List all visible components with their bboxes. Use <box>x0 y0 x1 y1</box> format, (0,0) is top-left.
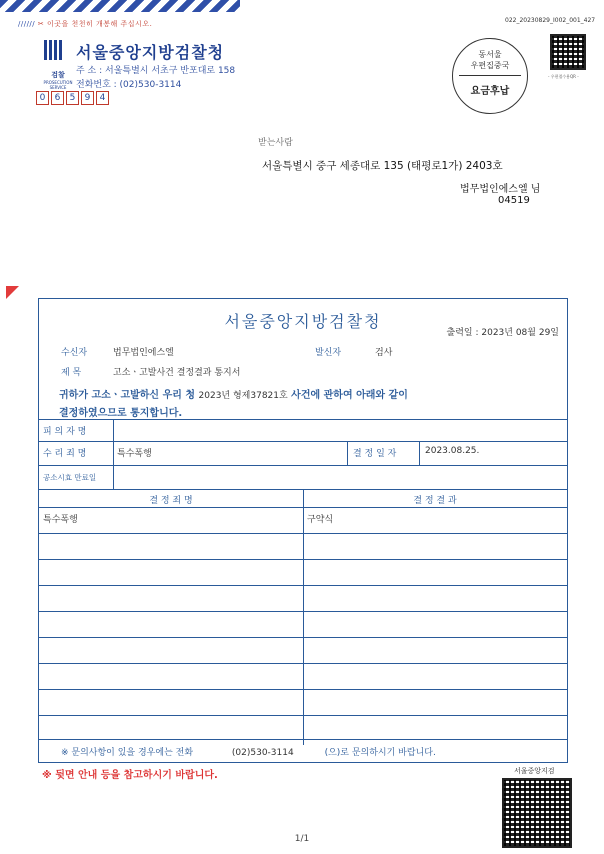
table-row-divider <box>39 689 567 690</box>
qr-code-icon <box>550 34 586 70</box>
sender-tel: 전화번호 : (02)530-3114 <box>76 80 182 90</box>
table-row-divider <box>39 637 567 638</box>
charge-value: 특수폭행 <box>117 449 152 459</box>
recipient-address: 서울특별시 중구 세종대로 135 (태평로1가) 2403호 <box>262 160 503 172</box>
scissors-icon: ✂ <box>37 20 45 28</box>
table-row-divider <box>39 559 567 560</box>
table-row-divider <box>39 533 567 534</box>
decision-date-value: 2023.08.25. <box>425 446 480 456</box>
recipient-name: 법무법인에스엘 님 <box>460 184 541 195</box>
sender-field-label: 발신자 <box>315 348 342 358</box>
table-row-divider <box>39 611 567 612</box>
logo-caption: 검찰 PROSECUTION SERVICE <box>43 71 73 90</box>
table-row-divider <box>39 715 567 716</box>
sender-zip: 0 6 5 9 4 <box>36 91 111 105</box>
page-number: 1/1 <box>294 834 310 844</box>
qr-caption: - 우편접수용QR - <box>548 74 579 79</box>
subject-value: 고소ㆍ고발사건 결정결과 통지서 <box>113 368 241 378</box>
print-date: 출력일 : 2023년 08월 29일 <box>446 328 559 338</box>
envelope-stripe <box>0 0 240 12</box>
sender-org: 서울중앙지방검찰청 <box>76 43 225 62</box>
seal-caption: 서울중앙지검 <box>514 767 555 775</box>
footer-note: ※ 문의사항이 있을 경우에는 전화 (02)530-3114 (으)로 문의하시기 바랍니다. <box>61 748 436 758</box>
recipient-field-value: 법무법인에스엘 <box>113 348 174 358</box>
subject-label: 제 목 <box>61 368 82 378</box>
col-crime-header: 결 정 죄 명 <box>149 496 193 506</box>
limit-label: 공소시효 만료일 <box>43 473 97 482</box>
col-result-header: 결 정 결 과 <box>413 496 457 506</box>
postage-stamp: 동서울 우편집중국 요금후납 <box>452 38 528 114</box>
table-row-divider <box>39 663 567 664</box>
form-title: 서울중앙지방검찰청 <box>224 312 382 331</box>
suspect-label: 피 의 자 명 <box>43 427 87 437</box>
decision-date-label: 결 정 일 자 <box>353 449 397 459</box>
row-crime: 특수폭행 <box>43 515 78 525</box>
notice-text: 귀하가 고소ㆍ고발하신 우리 청 2023년 형제37821호 사건에 관하여 아래와 같이 결정하였으므로 통지합니다. <box>59 390 408 419</box>
recipient-field-label: 수신자 <box>61 348 88 358</box>
recipient-zip: 04519 <box>498 195 530 206</box>
row-result: 구약식 <box>307 515 334 525</box>
doc-id: 022_20230829_I002_001_427 <box>505 17 596 24</box>
charge-label: 수 리 죄 명 <box>43 449 87 459</box>
notice-form <box>38 298 568 763</box>
tear-notice: ////// ✂ 이곳을 천천히 개봉해 주십시오. <box>18 20 153 28</box>
sender-address: 주 소 : 서울특별시 서초구 반포대로 158 <box>76 66 236 76</box>
prosecution-logo-icon <box>44 40 70 70</box>
back-page-warning: ※ 뒷면 안내 등을 참고하시기 바랍니다. <box>42 770 218 781</box>
recipient-label: 받는사람 <box>258 138 293 148</box>
sender-field-value: 검사 <box>375 348 393 358</box>
table-row-divider <box>39 585 567 586</box>
red-corner-mark <box>6 286 19 299</box>
